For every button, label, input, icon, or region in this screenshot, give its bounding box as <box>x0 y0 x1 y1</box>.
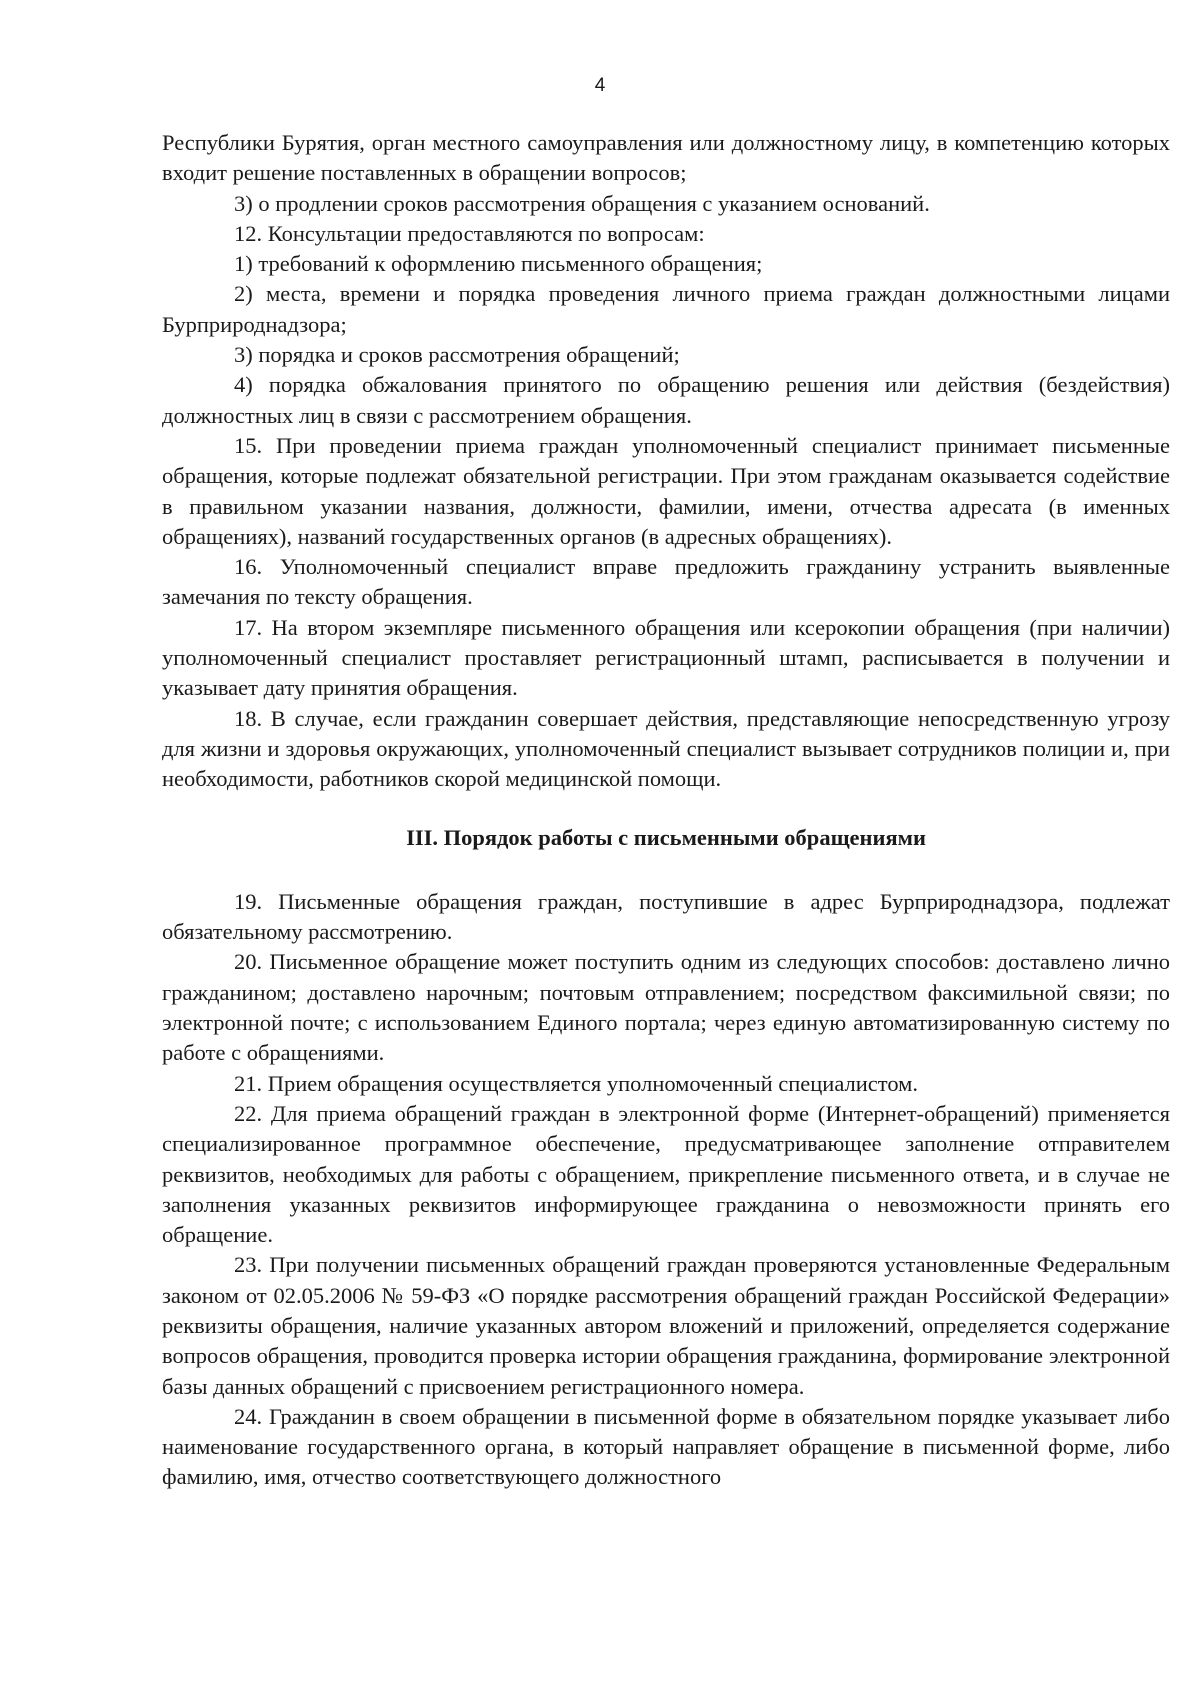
paragraph: 21. Прием обращения осуществляется уполномоченный специалистом. <box>234 1070 919 1096</box>
paragraph: 24. Гражданин в своем обращении в письменной форме в обязательном порядке указывает либо наименование государственного органа, в который направляет обращение в письменной форме, либо фамилию, имя, отчество соответствующего должностного <box>162 1403 1170 1490</box>
paragraph: 4) порядка обжалования принятого по обращению решения или действия (бездействия) должностных лиц в связи с рассмотрением обращения. <box>162 372 1170 428</box>
paragraph: 20. Письменное обращение может поступить одним из следующих способов: доставлено лично гражданином; доставлено нарочным; почтовым отправлением; посредством факсимильной связи; по электронной почте; с использованием Единого портала; через единую автоматизированную систему по работе с обращениями. <box>162 949 1170 1066</box>
paragraph: 22. Для приема обращений граждан в электронной форме (Интернет-обращений) применяется специализированное программное обеспечение, предусматривающее заполнение отправителем реквизитов, необходимых для работы с обращением, прикрепление письменного ответа, и в случае не заполнения указанных реквизитов информирующее гражданина о невозможности принять его обращение. <box>162 1100 1170 1248</box>
section-heading: III. Порядок работы с письменными обращениями <box>406 824 926 850</box>
paragraph: 3) о продлении сроков рассмотрения обращения с указанием оснований. <box>234 190 930 216</box>
paragraph: 1) требований к оформлению письменного обращения; <box>234 251 763 277</box>
paragraph: 12. Консультации предоставляются по вопросам: <box>234 220 705 246</box>
paragraph: 2) места, времени и порядка проведения личного приема граждан должностными лицами Бурприроднадзора; <box>162 281 1170 337</box>
paragraph: 19. Письменные обращения граждан, поступившие в адрес Бурприроднадзора, подлежат обязательному рассмотрению. <box>162 888 1170 945</box>
page-number: 4 <box>594 75 606 96</box>
paragraph: 17. На втором экземпляре письменного обращения или ксерокопии обращения (при наличии) уполномоченный специалист проставляет регистрационный штамп, расписывается в получении и указывает дату принятия обращения. <box>162 614 1170 701</box>
paragraph: 3) порядка и сроков рассмотрения обращений; <box>234 342 680 368</box>
paragraphs-before-section <box>162 128 1170 795</box>
paragraph: 18. В случае, если гражданин совершает действия, представляющие непосредственную угрозу для жизни и здоровья окружающих, уполномоченный специалист вызывает сотрудников полиции и, при необходимости, работников скорой медицинской помощи. <box>162 705 1170 792</box>
document-body <box>162 128 1170 1493</box>
paragraph: 23. При получении письменных обращений граждан проверяются установленные Федеральным законом от 02.05.2006 № 59-ФЗ «О порядке рассмотрения обращений граждан Российской Федерации» реквизиты обращения, наличие указанных автором вложений и приложений, определяется содержание вопросов обращения, проводится проверка истории обращения гражданина, формирование электронной базы данных обращений с присвоением регистрационного номера. <box>162 1252 1170 1399</box>
paragraph: 16. Уполномоченный специалист вправе предложить гражданину устранить выявленные замечания по тексту обращения. <box>162 554 1170 610</box>
paragraphs-after-section <box>162 887 1170 1493</box>
paragraph: Республики Бурятия, орган местного самоуправления или должностному лицу, в компетенцию которых входит решение поставленных в обращении вопросов; <box>162 130 1170 186</box>
paragraph: 15. При проведении приема граждан уполномоченный специалист принимает письменные обращения, которые подлежат обязательной регистрации. При этом гражданам оказывается содействие в правильном указании названия, должности, фамилии, имени, отчества адресата (в именных обращениях), названий государственных органов (в адресных обращениях). <box>162 432 1170 549</box>
